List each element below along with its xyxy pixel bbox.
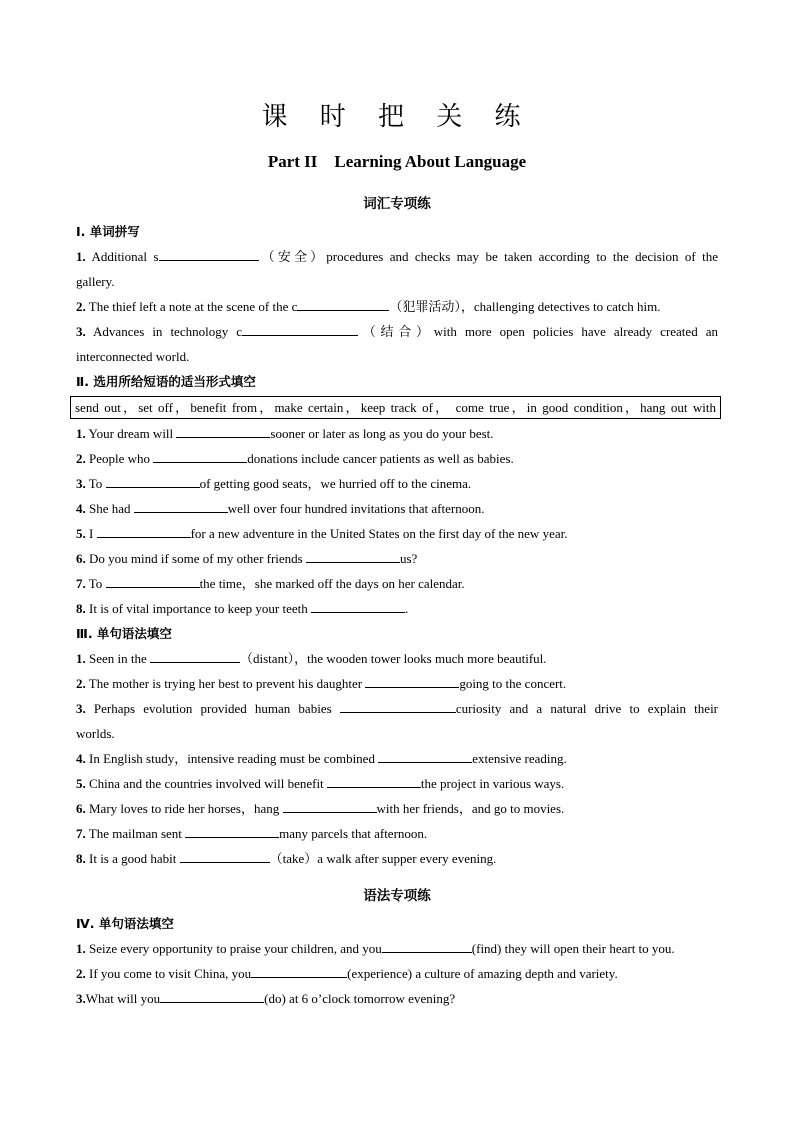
answer-blank[interactable]	[382, 937, 472, 953]
answer-blank[interactable]	[134, 497, 228, 513]
question-text: Perhaps evolution provided human babies	[93, 701, 332, 716]
part3-question-4	[76, 746, 718, 771]
answer-blank[interactable]	[311, 597, 405, 613]
part3-question-6	[76, 796, 718, 821]
part3-question-5	[76, 771, 718, 796]
question-text: To	[88, 576, 103, 591]
question-text: Additional s	[91, 249, 159, 264]
question-text: Mary loves to ride her horses，hang	[89, 801, 280, 816]
question-number: 2.	[76, 451, 86, 466]
answer-blank[interactable]	[185, 822, 279, 838]
answer-blank[interactable]	[378, 747, 472, 763]
page-title: 课 时 把 关 练	[261, 102, 533, 132]
question-number: 5.	[76, 526, 86, 541]
question-text: （take）a walk after supper every evening.	[269, 851, 497, 866]
question-text: What will you	[85, 991, 161, 1006]
part3-heading: Ⅲ. 单句语法填空	[76, 626, 172, 641]
answer-blank[interactable]	[306, 547, 400, 563]
answer-blank[interactable]	[283, 797, 377, 813]
vocabulary-exercises	[76, 219, 718, 871]
question-text: （安全）procedures and checks may be taken according to the decision of the	[258, 249, 718, 264]
question-number: 1.	[76, 941, 86, 956]
part2-question-1	[76, 421, 718, 446]
question-number: 4.	[76, 501, 86, 516]
question-text: The mailman sent	[88, 826, 182, 841]
part3-question-8	[76, 846, 718, 871]
question-text: She had	[89, 501, 131, 516]
question-text: with her friends，and go to movies.	[376, 801, 565, 816]
part4-question-3	[76, 986, 718, 1011]
question-number: 6.	[76, 801, 86, 816]
question-number: 7.	[76, 576, 86, 591]
question-text: Advances in technology c	[93, 324, 242, 339]
grammar-exercises	[76, 911, 718, 1011]
part3-question-2	[76, 671, 718, 696]
part2-question-6	[76, 546, 718, 571]
part1-question-2	[76, 294, 718, 319]
part3-question-1	[76, 646, 718, 671]
question-number: 8.	[76, 601, 86, 616]
question-text: many parcels that afternoon.	[279, 826, 428, 841]
question-text: us?	[400, 551, 418, 566]
question-text: sooner or later as long as you do your best.	[270, 426, 494, 441]
question-text: Seen in the	[89, 651, 147, 666]
part2-question-2	[76, 446, 718, 471]
question-number: 3.	[76, 991, 86, 1006]
part4-question-2	[76, 961, 718, 986]
question-text: （distant），the wooden tower looks much more beautiful.	[240, 651, 547, 666]
question-text: （犯罪活动），challenging detectives to catch him.	[389, 299, 661, 314]
answer-blank[interactable]	[160, 987, 264, 1003]
question-text: the project in various ways.	[420, 776, 565, 791]
answer-blank[interactable]	[251, 962, 347, 978]
part2-question-4	[76, 496, 718, 521]
part1-question-1-cont: gallery.	[76, 274, 115, 289]
question-number: 2.	[76, 676, 86, 691]
section-title-vocabulary: 词汇专项练	[363, 196, 431, 212]
part2-question-3	[76, 471, 718, 496]
question-text: In English study，intensive reading must be combined	[89, 751, 375, 766]
part1-question-3-cont: interconnected world.	[76, 349, 190, 364]
question-number: 3.	[76, 324, 86, 339]
question-text: People who	[89, 451, 151, 466]
question-text: .	[405, 601, 409, 616]
answer-blank[interactable]	[176, 422, 270, 438]
question-text: curiosity and a natural drive to explain their	[455, 701, 719, 716]
question-text: the time，she marked off the days on her calendar.	[199, 576, 465, 591]
part4-heading: Ⅳ. 单句语法填空	[76, 916, 174, 931]
question-number: 8.	[76, 851, 86, 866]
part2-question-5	[76, 521, 718, 546]
answer-blank[interactable]	[297, 295, 389, 311]
question-number: 3.	[76, 701, 86, 716]
part4-question-1	[76, 936, 718, 961]
question-text: going to the concert.	[459, 676, 567, 691]
question-number: 7.	[76, 826, 86, 841]
question-number: 1.	[76, 426, 86, 441]
answer-blank[interactable]	[242, 320, 358, 336]
question-number: 6.	[76, 551, 86, 566]
page-subtitle: Part II Learning About Language	[267, 152, 527, 171]
question-text: Seize every opportunity to praise your children, and you	[89, 941, 382, 956]
question-number: 2.	[76, 966, 86, 981]
question-text: If you come to visit China, you	[89, 966, 252, 981]
question-text: (find) they will open their heart to you.	[471, 941, 675, 956]
question-text: I	[89, 526, 94, 541]
question-text: China and the countries involved will benefit	[89, 776, 324, 791]
phrase-bank: send out，set off，benefit from，make certain，keep track of， come true，in good condition，hang out with	[70, 396, 721, 419]
answer-blank[interactable]	[365, 672, 459, 688]
question-text: well over four hundred invitations that afternoon.	[227, 501, 485, 516]
question-number: 1.	[76, 249, 86, 264]
answer-blank[interactable]	[327, 772, 421, 788]
question-text: The mother is trying her best to prevent his daughter	[88, 676, 363, 691]
question-text: (experience) a culture of amazing depth and variety.	[347, 966, 618, 981]
answer-blank[interactable]	[106, 472, 200, 488]
answer-blank[interactable]	[150, 647, 240, 663]
part3-question-7	[76, 821, 718, 846]
question-number: 5.	[76, 776, 86, 791]
part2-question-7	[76, 571, 718, 596]
section-title-grammar: 语法专项练	[363, 888, 431, 904]
question-text: It is a good habit	[89, 851, 177, 866]
part1-question-1	[76, 244, 718, 269]
question-text: of getting good seats，we hurried off to the cinema.	[199, 476, 472, 491]
question-text: (do) at 6 o’clock tomorrow evening?	[264, 991, 456, 1006]
answer-blank[interactable]	[159, 245, 259, 261]
answer-blank[interactable]	[153, 447, 247, 463]
question-number: 3.	[76, 476, 86, 491]
question-text: for a new adventure in the United States on the first day of the new year.	[190, 526, 568, 541]
question-number: 2.	[76, 299, 86, 314]
answer-blank[interactable]	[180, 847, 270, 863]
question-text: （结合）with more open policies have already created an	[357, 324, 718, 339]
part2-heading: Ⅱ. 选用所给短语的适当形式填空	[76, 374, 256, 389]
answer-blank[interactable]	[340, 697, 456, 713]
question-number: 4.	[76, 751, 86, 766]
part2-question-8	[76, 596, 718, 621]
question-text: extensive reading.	[472, 751, 567, 766]
answer-blank[interactable]	[97, 522, 191, 538]
question-text: The thief left a note at the scene of the c	[88, 299, 298, 314]
question-text: It is of vital importance to keep your teeth	[89, 601, 308, 616]
question-text: Do you mind if some of my other friends	[89, 551, 303, 566]
question-text: Your dream will	[88, 426, 174, 441]
part3-question-3	[76, 696, 718, 721]
question-text: To	[88, 476, 103, 491]
part1-question-3	[76, 319, 718, 344]
answer-blank[interactable]	[106, 572, 200, 588]
question-number: 1.	[76, 651, 86, 666]
part1-heading: Ⅰ. 单词拼写	[76, 224, 140, 239]
question-text: donations include cancer patients as well as babies.	[247, 451, 514, 466]
part3-question-3-cont: worlds.	[76, 726, 115, 741]
